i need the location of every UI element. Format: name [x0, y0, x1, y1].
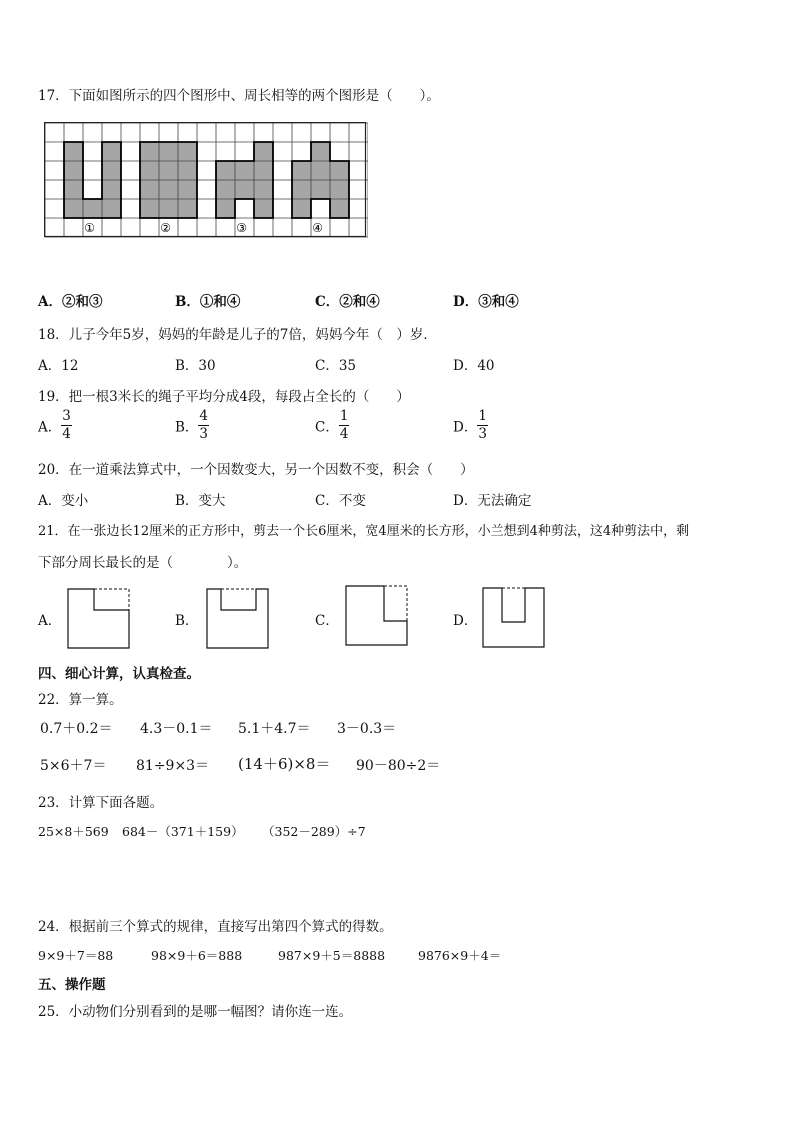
- q21-figure-a[interactable]: [66, 587, 132, 651]
- shaded-cell: [64, 161, 83, 180]
- shaded-cell: [102, 142, 121, 161]
- q17-option-a[interactable]: A．②和③: [38, 294, 103, 310]
- q23-expr-3: （352－289）÷7: [262, 824, 366, 839]
- fraction-numerator: 4: [199, 408, 209, 424]
- q19-option-d[interactable]: [453, 410, 488, 441]
- q22-expr-6: 81÷9×3＝: [136, 758, 210, 774]
- q19-option-d-fraction: [477, 410, 488, 441]
- q25-stem: 25．小动物们分别看到的是哪一幅图？请你连一连。: [38, 1004, 353, 1020]
- shaded-cell: [102, 199, 121, 218]
- q18-option-b[interactable]: B．30: [175, 358, 216, 374]
- q22-expr-2: 4.3－0.1＝: [140, 721, 213, 737]
- shaded-cell: [178, 142, 197, 161]
- q20-option-c[interactable]: C．不变: [315, 493, 366, 509]
- q19-option-c[interactable]: [315, 410, 349, 441]
- shaded-cell: [330, 199, 349, 218]
- q19-option-b-letter: B．: [175, 419, 199, 436]
- shaded-cell: [159, 180, 178, 199]
- shaded-cell: [102, 180, 121, 199]
- q17-option-b[interactable]: B．①和④: [175, 294, 241, 310]
- q22-expr-8: 90－80÷2＝: [356, 758, 441, 774]
- q21-stem-line1: 21．在一张边长12厘米的正方形中，剪去一个长6厘米，宽4厘米的长方形，小兰想到4种剪法，这4种剪法中，剩: [38, 524, 690, 539]
- shaded-cell: [311, 142, 330, 161]
- shaded-cell: [140, 161, 159, 180]
- q17-option-c[interactable]: C．②和④: [315, 294, 380, 310]
- grid-lines: [45, 123, 368, 237]
- shaded-cell: [330, 180, 349, 199]
- shape-label-3: ③: [236, 221, 247, 235]
- shaded-cell: [102, 161, 121, 180]
- q24-expr-3: 987×9＋5＝8888: [278, 948, 386, 963]
- shaded-cell: [140, 142, 159, 161]
- q20-option-b[interactable]: B．变大: [175, 493, 226, 509]
- shaded-cell: [178, 161, 197, 180]
- q21-option-d[interactable]: D．: [453, 613, 478, 629]
- q17-stem: 17．下面如图所示的四个图形中、周长相等的两个图形是（ ）。: [38, 88, 440, 104]
- shape-label-4: ④: [312, 221, 323, 235]
- section-4-title: 四、细心计算，认真检查。: [38, 666, 200, 682]
- q23-stem: 23．计算下面各题。: [38, 795, 164, 811]
- q21-figure-c[interactable]: [344, 584, 410, 648]
- q23-expr-1: 25×8＋569: [38, 824, 109, 839]
- shaded-cell: [178, 199, 197, 218]
- q17-grid-figure: [44, 122, 368, 238]
- section-5-title: 五、操作题: [38, 977, 106, 993]
- shape-label-2: ②: [160, 221, 171, 235]
- shaded-cell: [254, 142, 273, 161]
- q18-option-d[interactable]: D．40: [453, 358, 495, 374]
- q19-option-b-fraction: [198, 410, 209, 441]
- q19-option-c-letter: C．: [315, 419, 339, 436]
- q18-option-a[interactable]: A．12: [38, 358, 79, 374]
- shaded-cell: [254, 180, 273, 199]
- q19-option-a-fraction: [61, 410, 72, 441]
- q21-figure-d[interactable]: [481, 586, 547, 650]
- shaded-cell: [311, 180, 330, 199]
- q24-expr-4: 9876×9＋4＝: [418, 948, 502, 963]
- fraction-numerator: 3: [62, 408, 71, 424]
- q19-option-c-fraction: [339, 410, 350, 441]
- q22-stem: 22．算一算。: [38, 692, 123, 708]
- q23-expr-2: 684－（371＋159）: [122, 824, 244, 839]
- shaded-cell: [83, 199, 102, 218]
- shaded-cell: [159, 161, 178, 180]
- shaded-cell: [140, 199, 159, 218]
- q20-option-d[interactable]: D．无法确定: [453, 493, 532, 509]
- fraction-numerator: 1: [339, 408, 349, 424]
- q22-expr-7: (14＋6)×8＝: [238, 755, 331, 773]
- shaded-cell: [235, 161, 254, 180]
- q22-expr-1: 0.7＋0.2＝: [40, 721, 113, 737]
- shaded-cell: [64, 142, 83, 161]
- fraction-denominator: 3: [478, 425, 487, 442]
- shaded-cell: [311, 161, 330, 180]
- q19-option-b[interactable]: [175, 410, 209, 441]
- shaded-cell: [216, 161, 235, 180]
- shaded-cell: [140, 180, 159, 199]
- shaded-cell: [292, 161, 311, 180]
- q18-stem: 18．儿子今年5岁，妈妈的年龄是儿子的7倍，妈妈今年（ ）岁．: [38, 327, 437, 343]
- shaded-cell: [64, 180, 83, 199]
- shaded-cell: [216, 180, 235, 199]
- shaded-cell: [159, 142, 178, 161]
- shaded-cell: [254, 199, 273, 218]
- shape-label-1: ①: [84, 221, 95, 235]
- q21-figure-b[interactable]: [205, 587, 271, 651]
- shaded-cell: [216, 199, 235, 218]
- q19-option-a-letter: A．: [38, 419, 62, 436]
- q22-expr-4: 3－0.3＝: [337, 721, 397, 737]
- fraction-numerator: 1: [478, 408, 487, 424]
- q21-stem-line2: 下部分周长最长的是（ ）。: [38, 555, 248, 571]
- fraction-denominator: 4: [62, 425, 71, 442]
- q20-option-a[interactable]: A．变小: [38, 493, 89, 509]
- q19-option-a[interactable]: [38, 410, 72, 441]
- fraction-denominator: 3: [199, 425, 209, 442]
- q21-option-b[interactable]: B．: [175, 613, 199, 629]
- shaded-cell: [292, 199, 311, 218]
- q24-stem: 24．根据前三个算式的规律，直接写出第四个算式的得数。: [38, 919, 393, 935]
- shaded-cell: [330, 161, 349, 180]
- shaded-cell: [178, 180, 197, 199]
- q24-expr-1: 9×9＋7＝88: [38, 948, 114, 963]
- shaded-cell: [235, 180, 254, 199]
- q18-option-c[interactable]: C．35: [315, 358, 357, 374]
- shaded-cell: [292, 180, 311, 199]
- fraction-denominator: 4: [339, 425, 349, 442]
- q20-stem: 20．在一道乘法算式中，一个因数变大，另一个因数不变，积会（ ）: [38, 462, 474, 478]
- q22-expr-3: 5.1＋4.7＝: [238, 721, 311, 737]
- q17-option-d[interactable]: D．③和④: [453, 294, 519, 310]
- q19-option-d-letter: D．: [453, 419, 478, 436]
- q21-option-c[interactable]: C．: [315, 613, 339, 629]
- q22-expr-5: 5×6＋7＝: [40, 758, 107, 774]
- shaded-cell: [64, 199, 83, 218]
- q21-option-a[interactable]: A．: [38, 613, 62, 629]
- q24-expr-2: 98×9＋6＝888: [151, 948, 243, 963]
- shaded-cell: [159, 199, 178, 218]
- q19-stem: 19．把一根3米长的绳子平均分成4段，每段占全长的（ ）: [38, 389, 410, 405]
- shaded-cell: [254, 161, 273, 180]
